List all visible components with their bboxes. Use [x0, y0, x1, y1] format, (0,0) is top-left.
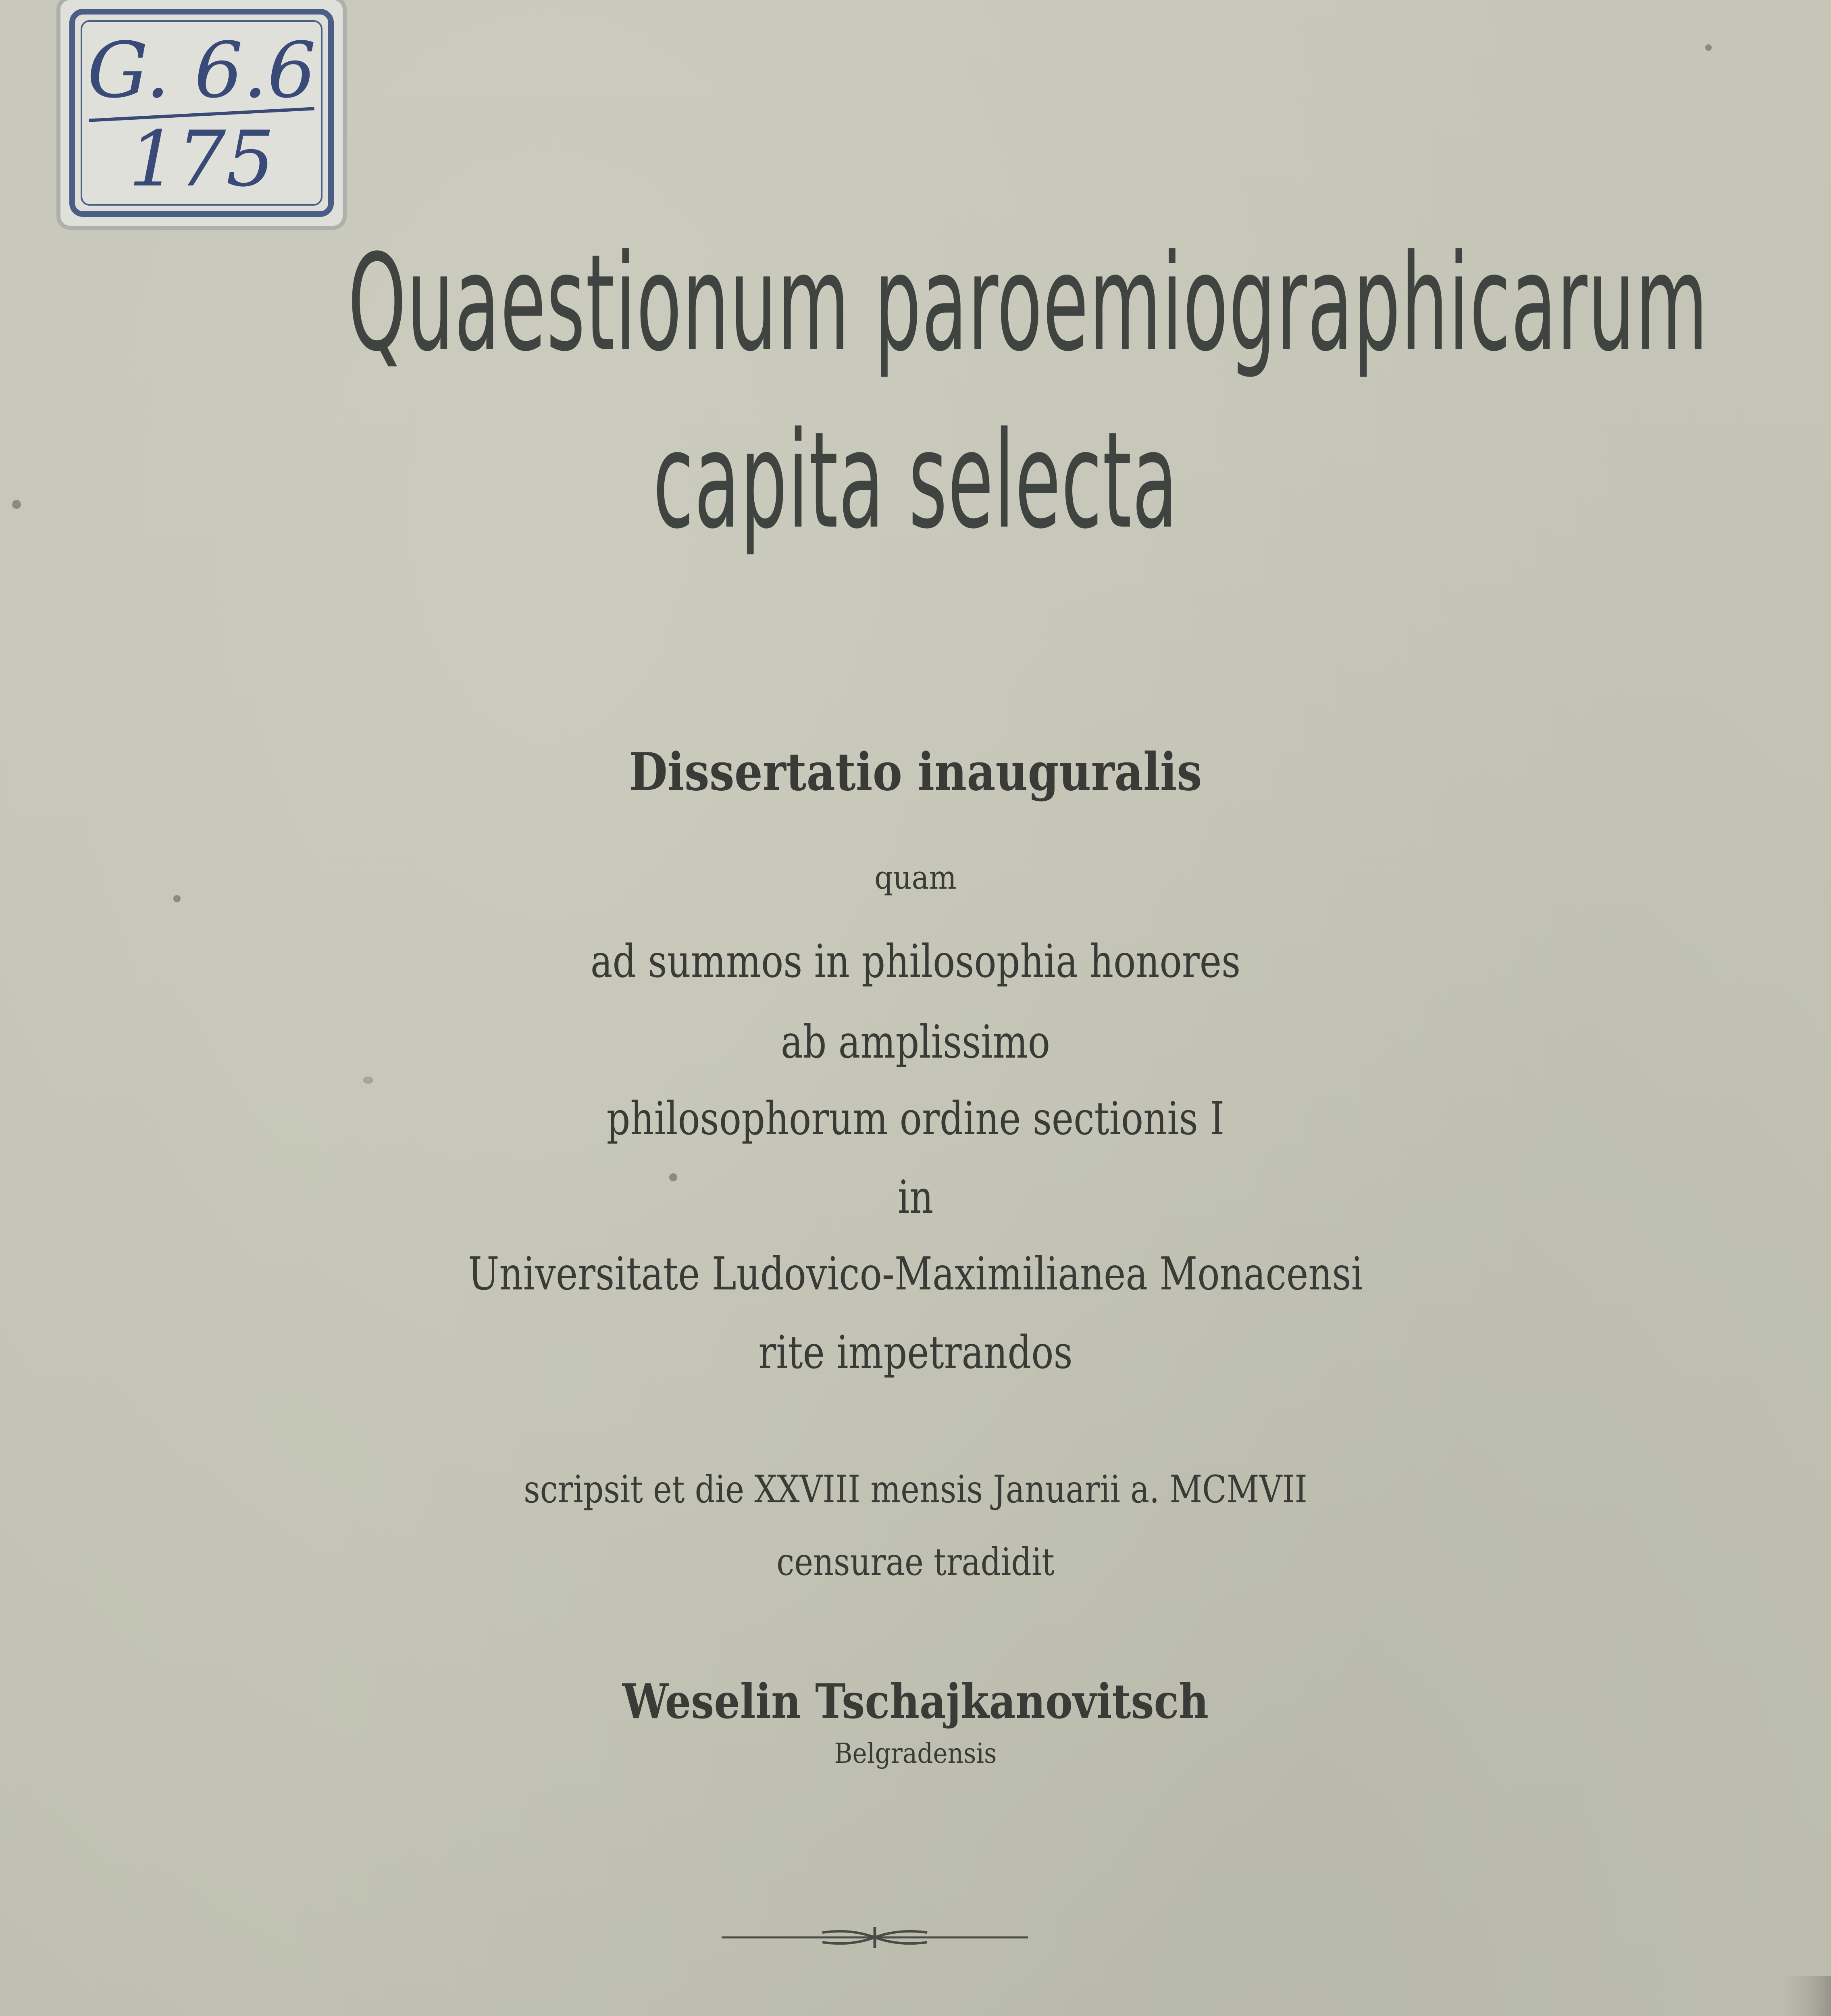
submission-line-2: censurae tradidit [776, 1540, 1055, 1584]
author-name: Weselin Tschajkanovitsch [622, 1673, 1209, 1729]
dissertation-line: rite impetrandos [758, 1327, 1073, 1379]
submission-line-1: scripsit et die XXVIII mensis Januarii a. MCMVII [524, 1468, 1307, 1512]
paper-spot [1705, 44, 1712, 51]
paper-spot [12, 500, 21, 509]
author-origin: Belgradensis [834, 1738, 997, 1770]
paper-spot [363, 1077, 373, 1084]
title-line-1: Quaestionum paroemiographicarum [347, 226, 1708, 381]
ornamental-rule [722, 1921, 1028, 1954]
library-shelfmark-label [60, 0, 343, 226]
shelfmark-top: G. 6.6 [87, 26, 316, 115]
dissertation-line: ad summos in philosophia honores [590, 935, 1241, 988]
dissertation-line: Universitate Ludovico-Maximilianea Monacensi [468, 1248, 1363, 1300]
quam-text: quam [874, 859, 957, 896]
dissertation-line: ab amplissimo [780, 1016, 1051, 1068]
title-line-2: capita selecta [653, 403, 1178, 558]
dissertation-line: in [897, 1171, 934, 1224]
dissertation-line: philosophorum ordine sectionis I [606, 1093, 1225, 1145]
shelfmark-bottom: 175 [128, 115, 275, 204]
paper-fold-shadow [1783, 1976, 1831, 2016]
dissertation-heading: Dissertatio inauguralis [629, 742, 1202, 802]
